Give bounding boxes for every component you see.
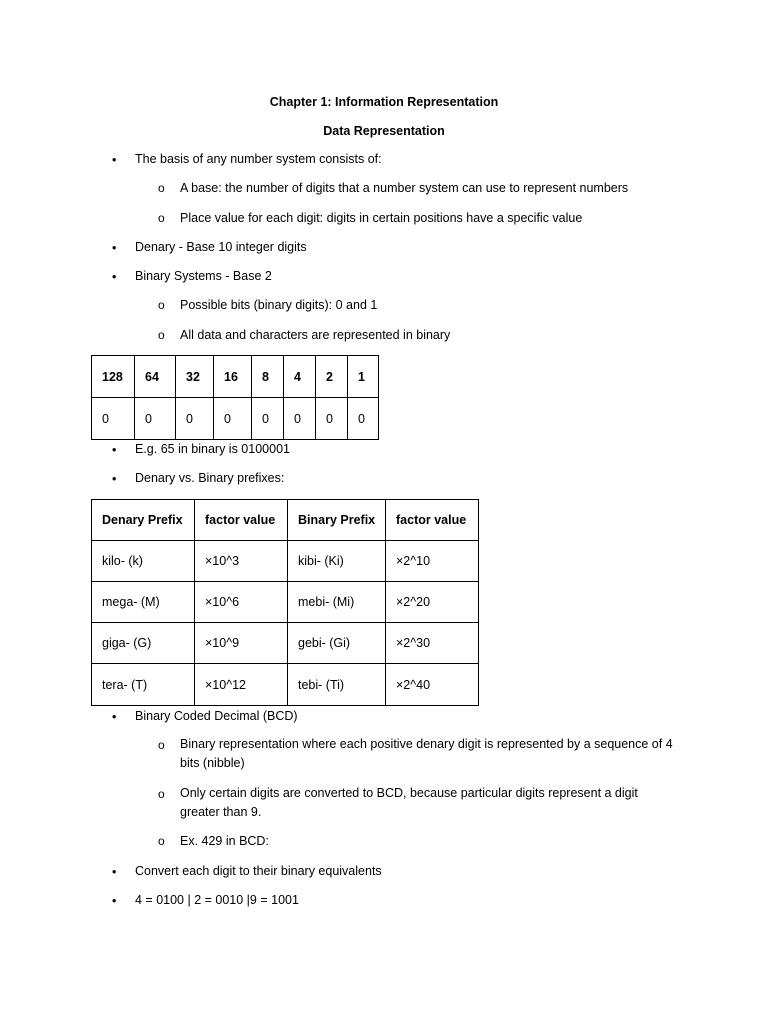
binary-place-value-table: [91, 355, 379, 440]
table-header-row: [92, 500, 479, 541]
table-cell: 0: [316, 398, 348, 440]
bullet-example-65: E.g. 65 in binary is 0100001: [135, 442, 290, 456]
table-cell: ×10^6: [195, 582, 288, 623]
table-cell: tera- (T): [92, 664, 195, 706]
bullet-marker: •: [112, 894, 117, 908]
table-header-cell: Binary Prefix: [288, 500, 386, 541]
table-cell: ×2^30: [386, 623, 479, 664]
sub-marker: o: [158, 834, 165, 848]
table-row: [92, 541, 479, 582]
table-cell: ×2^40: [386, 664, 479, 706]
table-header-cell: 64: [135, 356, 176, 398]
bullet-convert-digits: Convert each digit to their binary equivalents: [135, 864, 382, 878]
table-cell: ×2^20: [386, 582, 479, 623]
bullet-marker: •: [112, 865, 117, 879]
bullet-denary: Denary - Base 10 integer digits: [135, 240, 307, 254]
table-cell: 0: [284, 398, 316, 440]
table-header-cell: 128: [92, 356, 135, 398]
table-cell: ×2^10: [386, 541, 479, 582]
table-row: [92, 398, 379, 440]
sub-marker: o: [158, 738, 165, 752]
sub-marker: o: [158, 181, 165, 195]
table-header-cell: factor value: [386, 500, 479, 541]
table-header-row: [92, 356, 379, 398]
sub-item-all-data: All data and characters are represented in binary: [180, 328, 451, 342]
table-row: [92, 664, 479, 706]
sub-marker: o: [158, 787, 165, 801]
bullet-basis: The basis of any number system consists of:: [135, 152, 382, 166]
table-cell: 0: [348, 398, 379, 440]
table-cell: giga- (G): [92, 623, 195, 664]
bullet-prefixes: Denary vs. Binary prefixes:: [135, 471, 285, 485]
table-cell: 0: [92, 398, 135, 440]
table-row: [92, 582, 479, 623]
bullet-marker: •: [112, 443, 117, 457]
sub-marker: o: [158, 328, 165, 342]
table-cell: 0: [214, 398, 252, 440]
bullet-marker: •: [112, 241, 117, 255]
table-header-cell: 1: [348, 356, 379, 398]
table-cell: kilo- (k): [92, 541, 195, 582]
table-cell: tebi- (Ti): [288, 664, 386, 706]
prefix-table: [91, 499, 479, 706]
table-cell: ×10^3: [195, 541, 288, 582]
sub-item-possible-bits: Possible bits (binary digits): 0 and 1: [180, 298, 378, 312]
table-header-cell: 4: [284, 356, 316, 398]
bullet-binary-systems: Binary Systems - Base 2: [135, 269, 272, 283]
table-header-cell: Denary Prefix: [92, 500, 195, 541]
table-cell: mega- (M): [92, 582, 195, 623]
sub-marker: o: [158, 298, 165, 312]
table-cell: gebi- (Gi): [288, 623, 386, 664]
table-header-cell: 8: [252, 356, 284, 398]
bullet-bcd-result: 4 = 0100 | 2 = 0010 |9 = 1001: [135, 893, 299, 907]
bullet-marker: •: [112, 472, 117, 486]
sub-marker: o: [158, 211, 165, 225]
bullet-marker: •: [112, 710, 117, 724]
table-header-cell: factor value: [195, 500, 288, 541]
bullet-marker: •: [112, 153, 117, 167]
table-row: [92, 623, 479, 664]
bullet-bcd: Binary Coded Decimal (BCD): [135, 709, 298, 723]
table-cell: ×10^9: [195, 623, 288, 664]
table-header-cell: 32: [176, 356, 214, 398]
sub-item-base: A base: the number of digits that a number system can use to represent numbers: [180, 181, 629, 195]
table-cell: mebi- (Mi): [288, 582, 386, 623]
table-cell: kibi- (Ki): [288, 541, 386, 582]
table-cell: ×10^12: [195, 664, 288, 706]
chapter-title: Chapter 1: Information Representation: [269, 95, 499, 109]
bullet-marker: •: [112, 270, 117, 284]
sub-item-bcd-definition: Binary representation where each positive denary digit is represented by a sequence of 4 bits (nibble): [180, 737, 673, 770]
sub-item-bcd-certain-digits: Only certain digits are converted to BCD, because particular digits represent a digit greater than 9.: [180, 786, 638, 819]
table-cell: 0: [135, 398, 176, 440]
table-header-cell: 16: [214, 356, 252, 398]
section-title: Data Representation: [323, 124, 445, 138]
sub-item-bcd-example: Ex. 429 in BCD:: [180, 834, 269, 848]
table-cell: 0: [252, 398, 284, 440]
table-cell: 0: [176, 398, 214, 440]
sub-item-place-value: Place value for each digit: digits in certain positions have a specific value: [180, 211, 583, 225]
table-header-cell: 2: [316, 356, 348, 398]
